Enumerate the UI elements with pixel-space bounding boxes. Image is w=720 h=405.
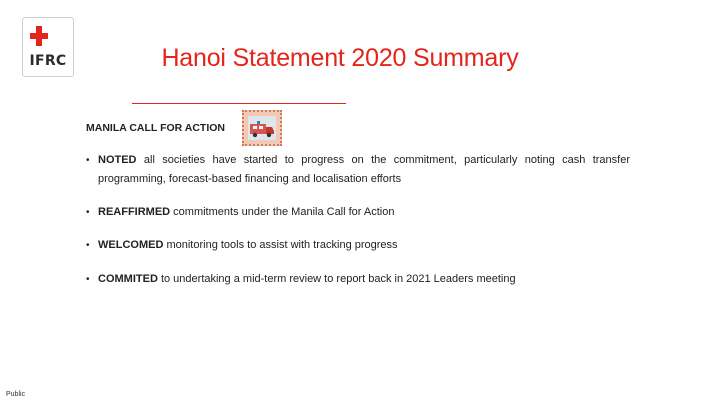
bullet-item — [86, 203, 630, 222]
bullet-keyword: COMMITED — [98, 273, 158, 285]
bullet-item — [86, 151, 630, 189]
classification-label: Public — [6, 391, 26, 398]
bullet-text: commitments under the Manila Call for Action — [173, 206, 395, 218]
ambulance-stamp-icon — [242, 110, 282, 146]
bullet-text: to undertaking a mid-term review to report back in 2021 Leaders meeting — [160, 273, 516, 285]
title-underline — [132, 103, 346, 104]
bullet-dot: • — [86, 155, 90, 166]
bullet-keyword: WELCOMED — [98, 239, 164, 251]
bullet-keyword: NOTED — [98, 154, 137, 166]
bullet-text: monitoring tools to assist with tracking progress — [166, 239, 398, 251]
ifrc-logo — [22, 17, 74, 77]
bullet-dot: • — [86, 240, 90, 251]
bullet-text: all societies have started to progress on the commitment, particularly noting cash transfer programming, forecast-based financing and localisation efforts — [98, 154, 630, 185]
bullet-dot: • — [86, 274, 90, 285]
logo-text: IFRC — [29, 53, 67, 69]
bullet-item — [86, 236, 630, 255]
bullet-item — [86, 270, 630, 289]
red-cross-crescent-icon — [30, 24, 66, 50]
bullet-dot: • — [86, 207, 90, 218]
section-heading: MANILA CALL FOR ACTION — [86, 122, 226, 134]
page-title: Hanoi Statement 2020 Summary — [161, 44, 519, 72]
bullet-keyword: REAFFIRMED — [98, 206, 171, 218]
